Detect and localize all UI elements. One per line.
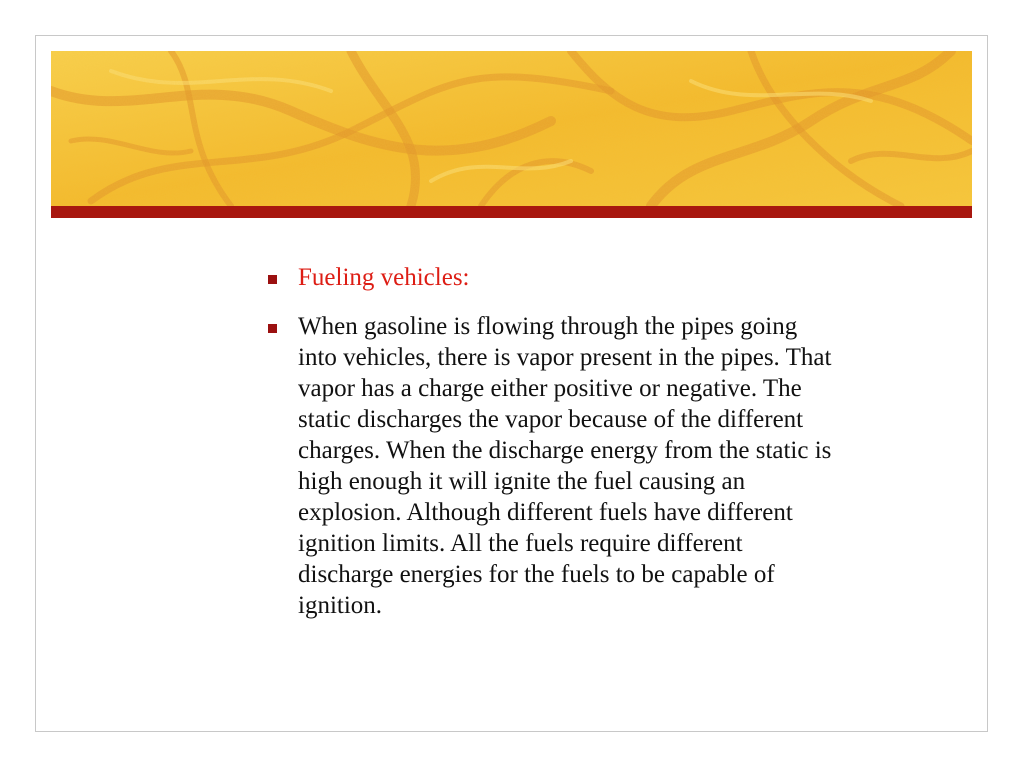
- banner-accent-stripe: [51, 206, 972, 218]
- bullet-item-heading: [268, 262, 948, 293]
- banner-texture-graphic: [51, 51, 972, 206]
- bullet-body-text: When gasoline is flowing through the pipes going into vehicles, there is vapor present in the pipes. That vapor has a charge either positive or negative. The static discharges the vapor because of the different charges. When the discharge energy from the static is high enough it will ignite the fuel causing an explosion. Although different fuels have different ignition limits. All the fuels require different discharge energies for the fuels to be capable of ignition.: [298, 313, 832, 619]
- square-bullet-icon: [268, 275, 277, 284]
- bullet-heading-text: Fueling vehicles:: [298, 264, 470, 291]
- bullet-item-body: [268, 311, 948, 621]
- slide-body: [268, 262, 948, 639]
- decorative-banner-image: [51, 51, 972, 206]
- square-bullet-icon: [268, 324, 277, 333]
